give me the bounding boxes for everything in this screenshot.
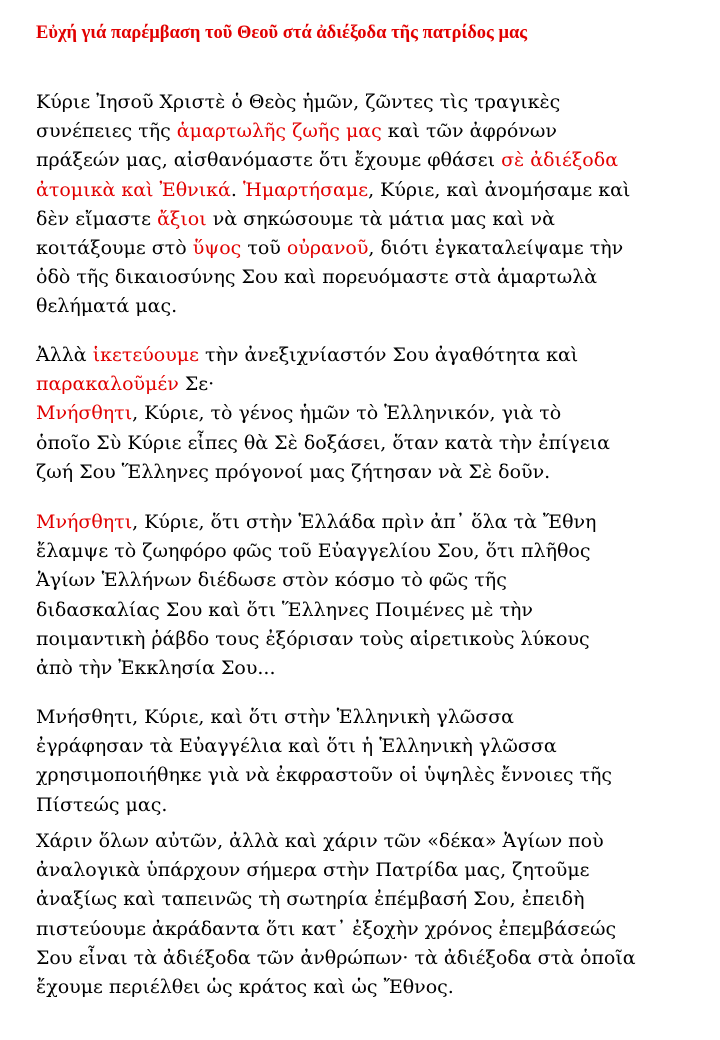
text-run: χρησιμοποιήθηκε γιὰ νὰ ἐκφραστοῦν οἱ ὑψηλὲς ἔννοιες τῆς (36, 764, 613, 787)
highlighted-phrase: ὕψος (192, 237, 242, 260)
highlighted-phrase: οὐρανοῦ (286, 237, 369, 260)
text-run: Ἀλλὰ (36, 344, 93, 366)
text-run: Σε· (178, 373, 215, 396)
text-run: ἔλαμψε τὸ ζωηφόρο φῶς τοῦ Εὐαγγελίου Σου, ὅτι πλῆθος (36, 540, 591, 563)
text-run: νὰ σηκώσουμε τὰ μάτια μας καὶ νὰ (206, 207, 555, 230)
highlighted-phrase: Ἡμαρτήσαμε (242, 178, 369, 201)
text-run: ὁποῖο Σὺ Κύριε εἶπες θὰ Σὲ δοξάσει, ὅταν κατὰ τὴν ἐπίγεια (36, 431, 610, 454)
highlighted-phrase: παρακαλοῦμέν (36, 373, 179, 396)
paragraph-4 (36, 703, 706, 820)
text-run: πράξεών μας, αἰσθανόμαστε ὅτι ἔχουμε φθάσει (36, 149, 502, 172)
text-line (36, 703, 706, 732)
text-run: πιστεύουμε ἀκράδαντα ὅτι κατ᾽ ἐξοχὴν χρόνος ἐπεμβάσεώς (36, 917, 617, 940)
paragraph-1 (36, 88, 706, 322)
highlighted-phrase: ἀτομικὰ καὶ Ἐθνικά (36, 178, 231, 201)
text-line (36, 263, 706, 292)
text-run: , Κύριε, καὶ ἀνομήσαμε καὶ (368, 178, 631, 201)
highlighted-phrase: Μνήσθητι (36, 402, 133, 425)
text-run: , Κύριε, τὸ γένος ἡμῶν τὸ Ἑλληνικόν, γιὰ τὸ (132, 402, 562, 425)
text-line (36, 566, 706, 595)
text-line (36, 944, 706, 973)
paragraph-3 (36, 508, 706, 683)
text-line (36, 176, 706, 205)
text-line (36, 973, 706, 1002)
text-line (36, 791, 706, 820)
text-line (36, 146, 706, 175)
text-run: Μνήσθητι, Κύριε, καὶ ὅτι στὴν Ἑλληνικὴ γλῶσσα (36, 706, 515, 728)
text-run: ἀπὸ τὴν Ἐκκλησία Σου... (36, 657, 276, 680)
text-line (36, 88, 706, 117)
text-line (36, 596, 706, 625)
text-line (36, 370, 706, 399)
text-run: Πίστεώς μας. (36, 793, 168, 816)
highlighted-phrase: ἄξιοι (157, 207, 207, 230)
text-line (36, 117, 706, 146)
text-line (36, 654, 706, 683)
text-run: ἐγράφησαν τὰ Εὐαγγέλια καὶ ὅτι ἡ Ἑλληνικὴ γλῶσσα (36, 735, 557, 758)
text-run: κοιτάξουμε στὸ (36, 237, 193, 260)
text-line (36, 508, 706, 537)
text-line (36, 292, 706, 321)
text-run: ποιμαντικὴ ῥάβδο τους ἐξόρισαν τοὺς αἱρετικοὺς λύκους (36, 627, 590, 650)
highlighted-phrase: Μνήσθητι (36, 511, 133, 533)
text-run: ζωή Σου Ἕλληνες πρόγονοί μας ζήτησαν νὰ Σὲ δοῦν. (36, 460, 551, 483)
highlighted-phrase: σὲ ἀδιέξοδα (501, 149, 619, 172)
text-run: συνέπειες τῆς (36, 120, 177, 143)
highlighted-phrase: ἁμαρτωλῆς ζωῆς μας (176, 120, 382, 143)
text-line (36, 625, 706, 654)
text-line (36, 399, 706, 428)
text-line (36, 827, 706, 856)
text-run: Κύριε Ἰησοῦ Χριστὲ ὁ Θεὸς ἡμῶν, ζῶντες τὶς τραγικὲς (36, 91, 561, 113)
text-run: καὶ τῶν ἀφρόνων (381, 120, 557, 143)
prayer-title: Εὐχή γιά παρέμβαση τοῦ Θεοῦ στά ἀδιέξοδα τῆς πατρίδος μας (36, 23, 528, 43)
text-line (36, 885, 706, 914)
text-line (36, 234, 706, 263)
text-run: δὲν εἴμαστε (36, 207, 158, 230)
text-run: τὴν ἀνεξιχνίαστόν Σου ἀγαθότητα καὶ (198, 344, 579, 366)
text-line (36, 761, 706, 790)
text-line (36, 341, 706, 370)
paragraph-2 (36, 341, 706, 487)
text-run: . (230, 178, 243, 201)
text-run: ἀναξίως καὶ ταπεινῶς τὴ σωτηρία ἐπέμβασή Σου, ἐπειδὴ (36, 888, 585, 911)
text-line (36, 205, 706, 234)
text-line (36, 429, 706, 458)
paragraph-5 (36, 827, 706, 1002)
text-run: ἀναλογικὰ ὑπάρχουν σήμερα στὴν Πατρίδα μας, ζητοῦμε (36, 859, 590, 882)
text-line (36, 458, 706, 487)
text-run: θελήματά μας. (36, 295, 178, 318)
text-run: ἔχουμε περιέλθει ὡς κράτος καὶ ὡς Ἔθνος. (36, 976, 454, 999)
text-run: διδασκαλίας Σου καὶ ὅτι Ἕλληνες Ποιμένες μὲ τὴν (36, 598, 533, 621)
text-run: Χάριν ὅλων αὐτῶν, ἀλλὰ καὶ χάριν τῶν «δέκα» Ἁγίων ποὺ (36, 830, 604, 852)
text-line (36, 915, 706, 944)
text-run: , Κύριε, ὅτι στὴν Ἑλλάδα πρὶν ἀπ᾽ ὅλα τὰ Ἔθνη (132, 511, 597, 533)
text-run: Σου εἶναι τὰ ἀδιέξοδα τῶν ἀνθρώπων· τὰ ἀδιέξοδα στὰ ὁποῖα (36, 946, 636, 969)
highlighted-phrase: ἱκετεύουμε (92, 344, 199, 366)
text-line (36, 732, 706, 761)
text-run: , διότι ἐγκαταλείψαμε τὴν (368, 237, 624, 260)
text-run: τοῦ (241, 237, 287, 260)
text-line (36, 537, 706, 566)
text-run: ὁδὸ τῆς δικαιοσύνης Σου καὶ πορευόμαστε στὰ ἁμαρτωλὰ (36, 266, 598, 289)
text-line (36, 856, 706, 885)
text-run: Ἁγίων Ἑλλήνων διέδωσε στὸν κόσμο τὸ φῶς τῆς (36, 569, 507, 592)
